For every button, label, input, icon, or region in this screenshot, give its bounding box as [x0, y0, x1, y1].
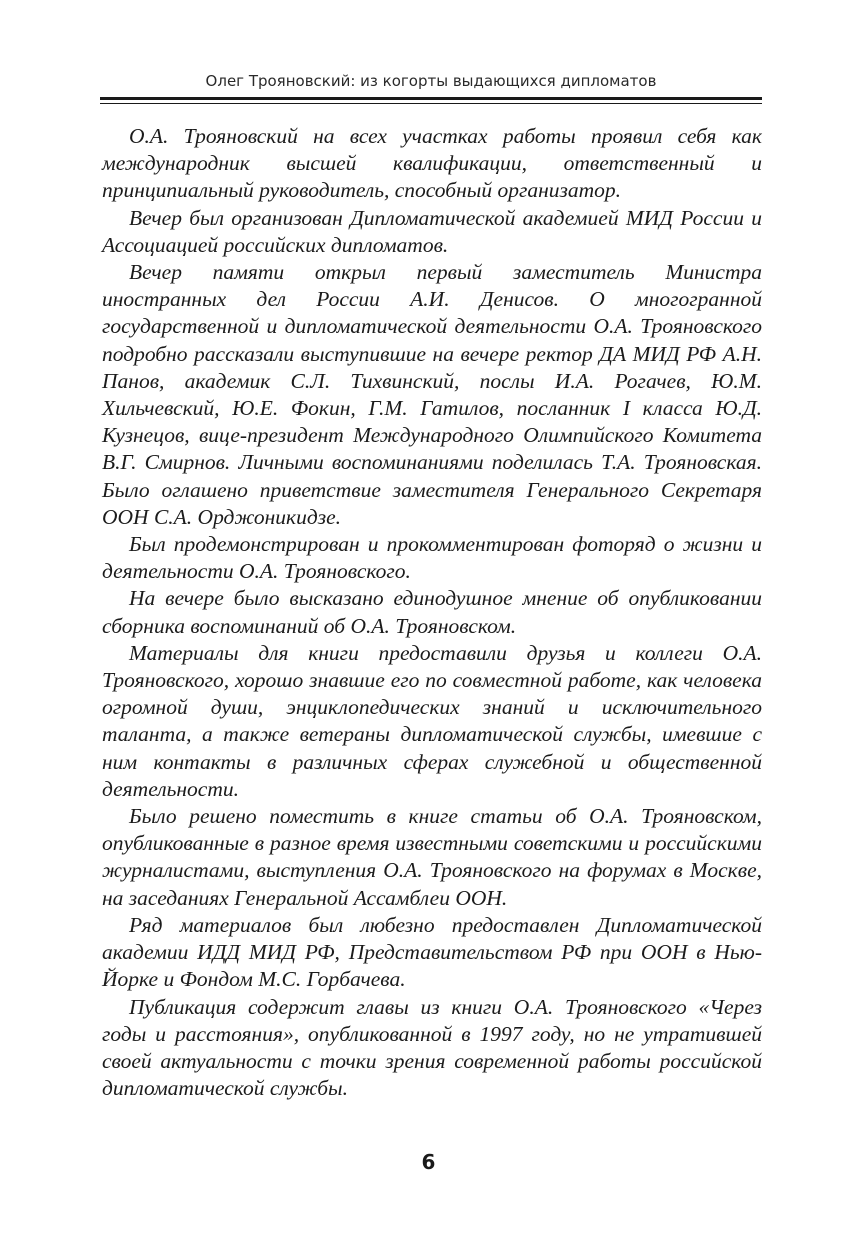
paragraph: Было решено поместить в книге статьи об О.А. Трояновском, опубликованные в разное время известными советскими и российскими журналистами, выступления О.А. Трояновского на форумах в Москве, на заседаниях Генеральной Ассамблеи ООН. [102, 804, 762, 910]
paragraph: Вечер памяти открыл первый заместитель Министра иностранных дел России А.И. Денисов. О многогранной государственной и дипломатической деятельности О.А. Трояновского подробно рассказали выступившие на вечере ректор ДА МИД РФ А.Н. Панов, академик С.Л. Тихвинский, послы И.А. Рогачев, Ю.М. Хильчевский, Ю.Е. Фокин, Г.М. Гатилов, посланник I класса Ю.Д. Кузнецов, вице-президент Международного Олимпийского Комитета В.Г. Смирнов. Личными воспоминаниями поделилась Т.А. Трояновская. Было оглашено приветствие заместителя Генерального Секретаря ООН С.А. Орджоникидзе. [102, 260, 762, 529]
paragraph: Материалы для книги предоставили друзья и коллеги О.А. Трояновского, хорошо знавшие его по совместной работе, как человека огромной души, энциклопедических знаний и исключительного таланта, а также ветераны дипломатической службы, имевшие с ним контакты в различных сферах служебной и общественной деятельности. [102, 640, 762, 801]
paragraph: О.А. Трояновский на всех участках работы проявил себя как международник высшей квалификации, ответственный и принципиальный руководитель, способный организатор. [102, 124, 762, 203]
paragraph: Был продемонстрирован и прокомментирован фоторяд о жизни и деятельности О.А. Трояновского. [102, 532, 762, 584]
page-number: 6 [421, 1150, 436, 1174]
header-rule-thin [100, 103, 762, 104]
header-rule-thick [100, 97, 762, 100]
paragraph: На вечере было высказано единодушное мнение об опубликовании сборника воспоминаний об О.А. Трояновском. [102, 586, 762, 638]
paragraph: Публикация содержит главы из книги О.А. Трояновского «Через годы и расстояния», опубликованной в 1997 году, но не утратившей своей актуальности с точки зрения современной работы российской дипломатической службы. [102, 994, 762, 1101]
body-text [102, 123, 762, 1102]
paragraph: Вечер был организован Дипломатической академией МИД России и Ассоциацией российских дипломатов. [102, 205, 762, 257]
running-header: Олег Трояновский: из когорты выдающихся дипломатов [205, 72, 657, 90]
paragraph: Ряд материалов был любезно предоставлен Дипломатической академии ИДД МИД РФ, Представительством РФ при ООН в Нью-Йорке и Фондом М.С. Горбачева. [102, 912, 762, 992]
